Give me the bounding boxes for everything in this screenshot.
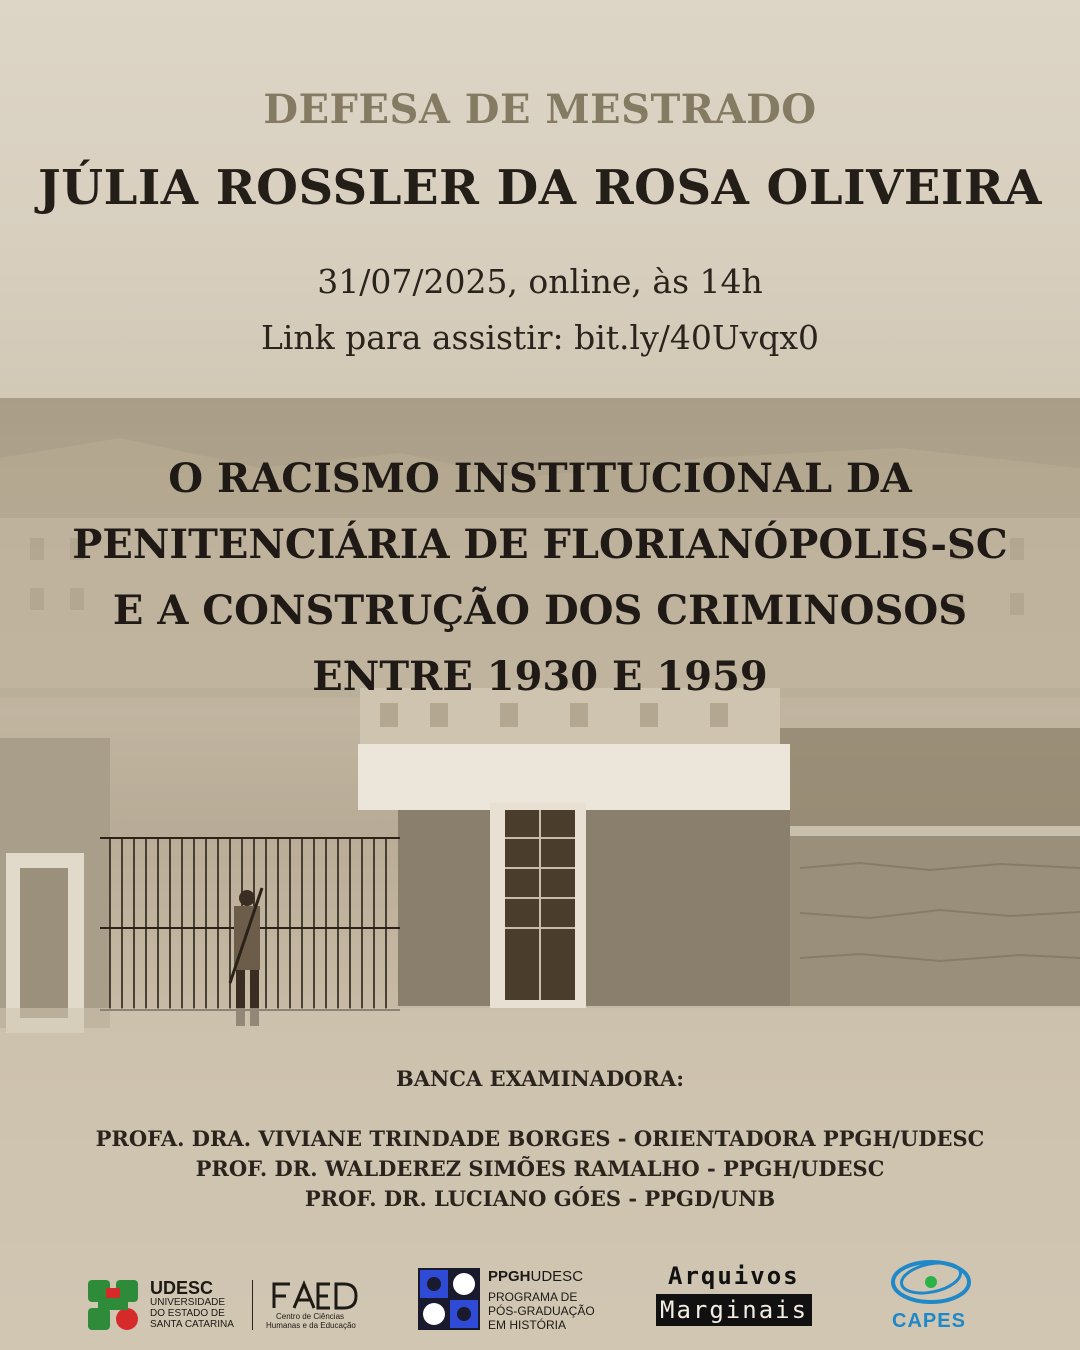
logo-divider <box>252 1280 253 1330</box>
capes-name: CAPES <box>892 1310 966 1332</box>
faed-logo <box>264 1278 374 1334</box>
udesc-name: UDESC <box>150 1278 214 1298</box>
udesc-line: UNIVERSIDADE <box>150 1297 226 1308</box>
faed-wordmark-icon <box>270 1280 360 1310</box>
udesc-line: SANTA CATARINA <box>150 1319 234 1330</box>
event-type: DEFESA DE MESTRADO <box>263 86 817 133</box>
thesis-title-line: O RACISMO INSTITUCIONAL DA <box>168 455 912 502</box>
arquivos-marginais-logo <box>656 1262 836 1334</box>
committee-members <box>0 1124 1080 1214</box>
udesc-line: DO ESTADO DE <box>150 1308 225 1319</box>
thesis-title-line: ENTRE 1930 E 1959 <box>312 653 768 700</box>
udesc-emblem-icon <box>88 1280 140 1332</box>
event-date: 31/07/2025, online, às 14h <box>317 262 763 301</box>
arquivos-word: Arquivos <box>668 1262 800 1290</box>
ppgh-line: EM HISTÓRIA <box>488 1318 567 1332</box>
thesis-title-line: E A CONSTRUÇÃO DOS CRIMINOSOS <box>112 587 968 634</box>
committee-member: PROF. DR. LUCIANO GÓES - PPGD/UNB <box>304 1186 776 1211</box>
marginais-word: Marginais <box>656 1294 812 1326</box>
thesis-title-line: PENITENCIÁRIA DE FLORIANÓPOLIS-SC <box>72 521 1008 568</box>
ppgh-name <box>488 1268 583 1285</box>
ppgh-name-bold: PPGH <box>488 1268 531 1285</box>
watch-link[interactable]: Link para assistir: bit.ly/40Uvqx0 <box>260 318 820 357</box>
faed-line: Centro de Ciências <box>276 1312 345 1321</box>
faed-line: Humanas e da Educação <box>266 1321 356 1330</box>
committee-label: BANCA EXAMINADORA: <box>396 1066 684 1091</box>
capes-logo <box>886 1252 978 1336</box>
capes-emblem-icon <box>886 1252 976 1308</box>
thesis-title <box>0 446 1080 710</box>
committee-member: PROFA. DRA. VIVIANE TRINDADE BORGES - ORIENTADORA PPGH/UDESC <box>95 1126 985 1151</box>
ppgh-line: PÓS-GRADUAÇÃO <box>488 1304 595 1318</box>
ppgh-name-light: UDESC <box>530 1268 584 1285</box>
candidate-name: JÚLIA ROSSLER DA ROSA OLIVEIRA <box>38 160 1042 216</box>
udesc-logo <box>88 1280 248 1332</box>
ppgh-emblem-icon <box>418 1268 480 1330</box>
sponsor-logos <box>0 1252 1080 1342</box>
ppgh-logo <box>418 1268 618 1332</box>
committee-member: PROF. DR. WALDEREZ SIMÕES RAMALHO - PPGH/UDESC <box>195 1156 885 1181</box>
ppgh-line: PROGRAMA DE <box>488 1290 578 1304</box>
